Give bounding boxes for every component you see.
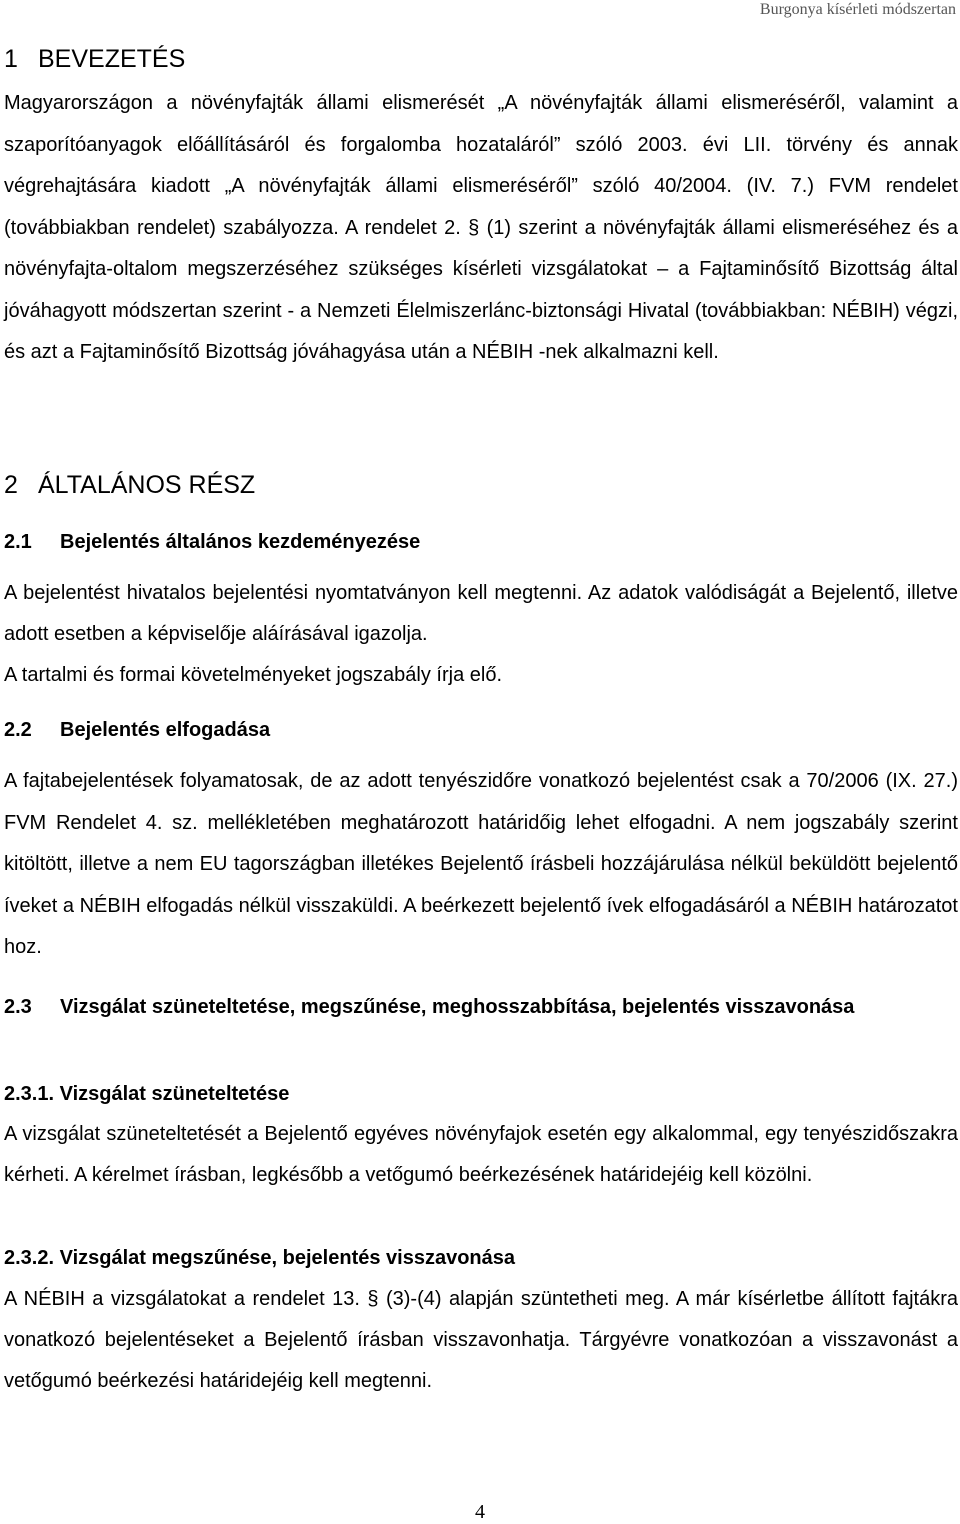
section-2-1-paragraph: A bejelentést hivatalos bejelentési nyomtatványon kell megtenni. Az adatok valódiságát a Bejelentő, illetve adott esetben a képviselője aláírásával igazolja. (4, 582, 958, 645)
section-2-1-title: Bejelentés általános kezdeményezése (60, 531, 421, 553)
section-2-3-1-heading: 2.3.1. Vizsgálat szüneteltetése (4, 1083, 290, 1105)
section-2-3-number: 2.3 (4, 996, 32, 1018)
section-2-3-2-heading: 2.3.2. Vizsgálat megszűnése, bejelentés visszavonása (4, 1247, 516, 1269)
section-2-3-title: Vizsgálat szüneteltetése, megszűnése, meghosszabbítása, bejelentés visszavonása (60, 996, 855, 1018)
section-1-paragraph: Magyarországon a növényfajták állami elismerését „A növényfajták állami elismeréséről, valamint a szaporítóanyagok előállításáról és forgalomba hozataláról” szóló 2003. évi LII. törvény és annak végrehajtására kiadott „A növényfajták állami elismeréséről” szóló 40/2004. (IV. 7.) FVM rendelet (továbbiakban rendelet) szabályozza. A rendelet 2. § (1) szerint a növényfajták állami elismeréséhez és a növényfajta-oltalom megszerzéséhez szükséges kísérleti vizsgálatokat – a Fajtaminősítő Bizottság által jóváhagyott módszertan szerint - a Nemzeti Élelmiszerlánc-biztonsági Hivatal (továbbiakban: NÉBIH) végzi, és azt a Fajtaminősítő Bizottság jóváhagyása után a NÉBIH -nek alkalmazni kell. (4, 92, 958, 363)
section-2-2-number: 2.2 (4, 719, 32, 741)
page-number: 4 (475, 1501, 485, 1523)
section-2-3-heading (4, 987, 920, 1028)
section-2-2-heading (4, 717, 920, 743)
section-2-3-1-paragraph: A vizsgálat szüneteltetését a Bejelentő egyéves növényfajok esetén egy alkalommal, egy tenyészidőszakra kérheti. A kérelmet írásban, legkésőbb a vetőgumó beérkezésének határidejéig kell közölni. (4, 1123, 958, 1186)
section-2-3-2-paragraph: A NÉBIH a vizsgálatokat a rendelet 13. § (3)-(4) alapján szüntetheti meg. A már kísérletbe állított fajtákra vonatkozó bejelentéseket a Bejelentő írásban visszavonhatja. Tárgyévre vonatkozóan a visszavonást a vetőgumó beérkezési határidejéig kell megtenni. (4, 1288, 958, 1392)
section-2-2-title: Bejelentés elfogadása (60, 719, 271, 741)
section-1-title: BEVEZETÉS (38, 45, 186, 73)
section-2-1-paragraph-2: A tartalmi és formai követelményeket jogszabály írja elő. (4, 664, 502, 686)
section-1-heading (4, 44, 185, 74)
section-2-1-number: 2.1 (4, 531, 32, 553)
section-2-heading (4, 470, 255, 500)
section-1-number: 1 (4, 45, 18, 73)
section-2-2-paragraph: A fajtabejelentések folyamatosak, de az adott tenyészidőre vonatkozó bejelentést csak a 70/2006 (IX. 27.) FVM Rendelet 4. sz. mellékletében meghatározott határidőig lehet elfogadni. A nem jogszabály szerint kitöltött, illetve a nem EU tagországban illetékes Bejelentő írásbeli hozzájárulása nélkül beküldött bejelentő íveket a NÉBIH elfogadás nélkül visszaküldi. A beérkezett bejelentő ívek elfogadásáról a NÉBIH határozatot hoz. (4, 770, 958, 958)
section-2-1-heading (4, 529, 920, 555)
section-2-title: ÁLTALÁNOS RÉSZ (38, 471, 256, 499)
running-header: Burgonya kísérleti módszertan (759, 1, 956, 18)
section-2-number: 2 (4, 471, 18, 499)
